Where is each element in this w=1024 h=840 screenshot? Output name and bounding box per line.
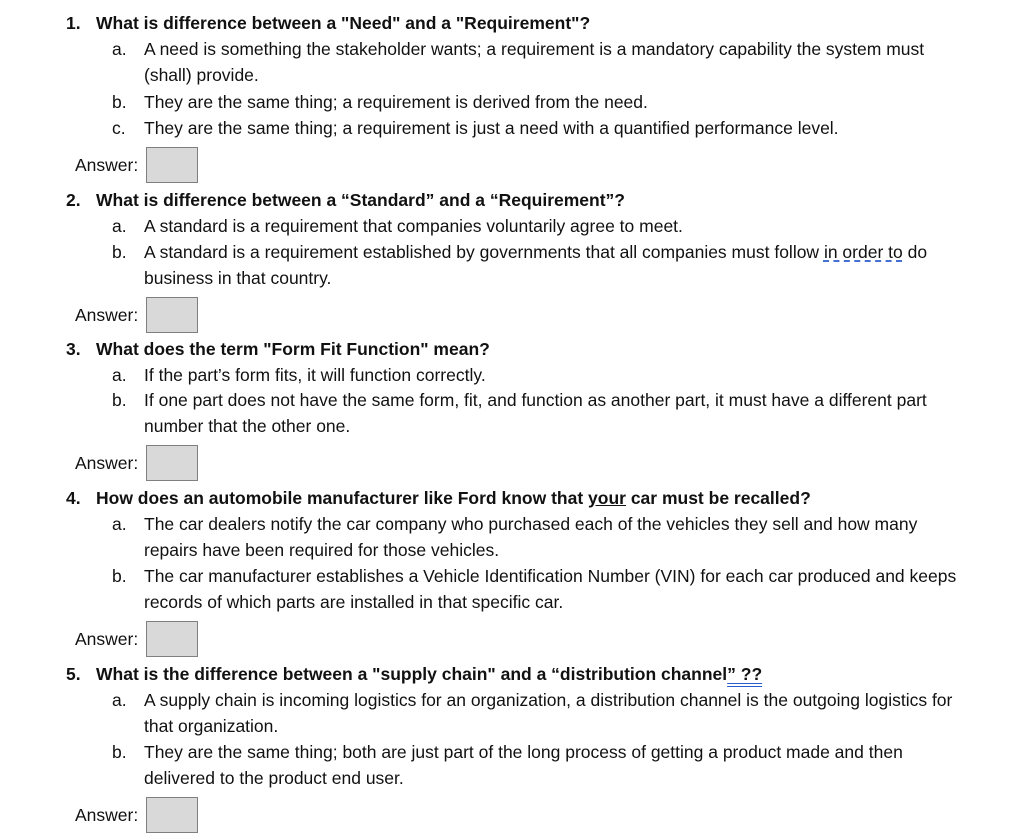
answer-label: Answer: bbox=[75, 154, 139, 175]
option-letter: a. bbox=[112, 365, 127, 385]
option-text: The car manufacturer establishes a Vehicle Identification Number (VIN) for each car produced and keeps records of which parts are installed in that specific car. bbox=[144, 566, 957, 612]
question-number: 3. bbox=[66, 339, 81, 359]
option-letter: a. bbox=[112, 216, 127, 236]
grammar-flagged-text: in order to bbox=[823, 242, 903, 262]
option-text bbox=[144, 239, 962, 291]
option-letter: a. bbox=[112, 690, 127, 710]
question-1 bbox=[66, 10, 590, 36]
option-letter: b. bbox=[112, 242, 127, 262]
grammar-flagged-text: ” ?? bbox=[727, 664, 763, 684]
option-text: They are the same thing; a requirement is just a need with a quantified performance level. bbox=[144, 118, 839, 138]
question-number: 4. bbox=[66, 488, 81, 508]
question-4 bbox=[66, 485, 811, 511]
answer-input-box[interactable] bbox=[146, 797, 198, 833]
option-letter: b. bbox=[112, 390, 127, 410]
answer-input-box[interactable] bbox=[146, 445, 198, 481]
question-text bbox=[96, 664, 762, 684]
question-1-option-b bbox=[112, 89, 962, 115]
option-text-part: A standard is a requirement established by governments that all companies must follow bbox=[144, 242, 824, 262]
question-4-answer bbox=[75, 619, 198, 659]
question-5-answer bbox=[75, 795, 198, 835]
answer-label: Answer: bbox=[75, 628, 139, 649]
option-text: The car dealers notify the car company who purchased each of the vehicles they sell and how many repairs have been required for those vehicles. bbox=[144, 514, 918, 560]
question-3-answer bbox=[75, 443, 198, 483]
answer-label: Answer: bbox=[75, 804, 139, 825]
question-2-option-a bbox=[112, 213, 962, 239]
question-5 bbox=[66, 661, 762, 687]
option-text: If the part’s form fits, it will function correctly. bbox=[144, 365, 486, 385]
question-2-answer bbox=[75, 295, 198, 335]
question-4-option-b bbox=[112, 563, 962, 615]
question-text: What is difference between a "Need" and a "Requirement"? bbox=[96, 13, 591, 33]
option-text: They are the same thing; a requirement is derived from the need. bbox=[144, 92, 648, 112]
question-5-option-b bbox=[112, 739, 962, 791]
option-text: If one part does not have the same form, fit, and function as another part, it must have a different part number that the other one. bbox=[144, 390, 927, 436]
option-text: A need is something the stakeholder wants; a requirement is a mandatory capability the system must (shall) provide. bbox=[144, 39, 925, 85]
option-text-part: do business in that country. bbox=[144, 242, 928, 288]
question-text: What does the term "Form Fit Function" mean? bbox=[96, 339, 490, 359]
question-5-option-a bbox=[112, 687, 962, 739]
option-letter: b. bbox=[112, 92, 127, 112]
answer-label: Answer: bbox=[75, 452, 139, 473]
question-3-option-b bbox=[112, 387, 962, 439]
question-text bbox=[96, 488, 811, 508]
question-text-part: car must be recalled? bbox=[625, 488, 811, 508]
option-letter: b. bbox=[112, 742, 127, 762]
question-text-part: How does an automobile manufacturer like Ford know that bbox=[96, 488, 589, 508]
option-letter: b. bbox=[112, 566, 127, 586]
question-number: 1. bbox=[66, 13, 81, 33]
question-2-option-b bbox=[112, 239, 962, 291]
question-1-answer bbox=[75, 145, 198, 185]
option-text: They are the same thing; both are just part of the long process of getting a product made and then delivered to the product end user. bbox=[144, 742, 903, 788]
answer-label: Answer: bbox=[75, 304, 139, 325]
question-1-option-c bbox=[112, 115, 962, 141]
answer-input-box[interactable] bbox=[146, 297, 198, 333]
option-text: A standard is a requirement that companies voluntarily agree to meet. bbox=[144, 216, 683, 236]
option-text: A supply chain is incoming logistics for an organization, a distribution channel is the outgoing logistics for that organization. bbox=[144, 690, 953, 736]
underlined-word: your bbox=[588, 488, 626, 508]
option-letter: a. bbox=[112, 514, 127, 534]
question-2 bbox=[66, 187, 625, 213]
question-4-option-a bbox=[112, 511, 962, 563]
question-text-part: What is the difference between a "supply chain" and a “distribution channel bbox=[96, 664, 728, 684]
option-letter: c. bbox=[112, 118, 126, 138]
question-number: 5. bbox=[66, 664, 81, 684]
option-letter: a. bbox=[112, 39, 127, 59]
question-3 bbox=[66, 336, 490, 362]
answer-input-box[interactable] bbox=[146, 621, 198, 657]
answer-input-box[interactable] bbox=[146, 147, 198, 183]
question-3-option-a bbox=[112, 362, 962, 388]
question-text: What is difference between a “Standard” and a “Requirement”? bbox=[96, 190, 625, 210]
question-number: 2. bbox=[66, 190, 81, 210]
question-1-option-a bbox=[112, 36, 962, 88]
